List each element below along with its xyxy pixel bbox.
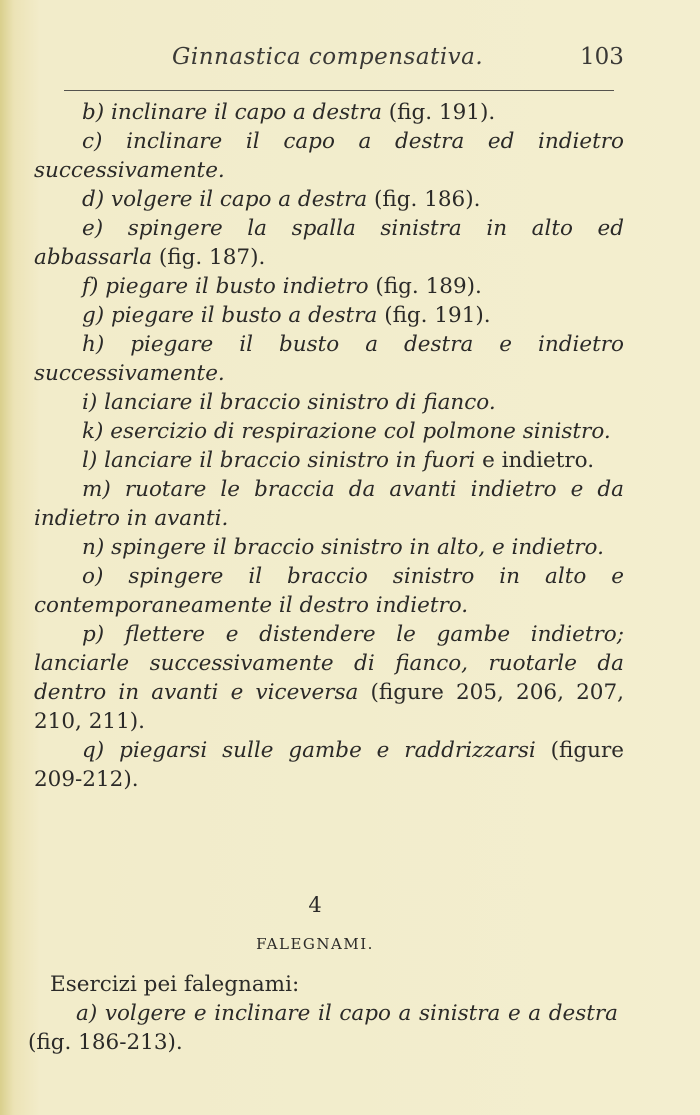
item-label: d): [82, 187, 105, 212]
item-label: a): [76, 1001, 98, 1026]
exercise-item-o: [34, 562, 624, 620]
exercise-item-e: [34, 214, 624, 272]
item-reference: (figure 209-212).: [34, 738, 624, 792]
item-label: g): [82, 303, 105, 328]
item-text: piegare il busto indietro: [105, 274, 369, 299]
item-text: lanciare il braccio sinistro in fuori: [104, 448, 476, 473]
section-number: 4: [308, 893, 322, 917]
item-reference: (fig. 186).: [374, 187, 481, 212]
item-text: spingere il braccio sinistro in alto e contemporaneamente il destro indietro.: [34, 564, 624, 618]
item-label: b): [82, 100, 105, 125]
item-label: p): [82, 622, 105, 647]
page-header: [0, 44, 700, 78]
item-label: o): [82, 564, 104, 589]
item-label: h): [82, 332, 105, 357]
item-label: k): [82, 419, 104, 444]
exercise-item-b: [34, 98, 624, 127]
page-number: 103: [580, 44, 624, 70]
item-text: spingere la spalla sinistra in alto ed abbassarla: [34, 216, 624, 270]
item-text: piegarsi sulle gambe e raddrizzarsi: [119, 738, 536, 763]
section-intro: Esercizi pei falegnami:: [50, 972, 300, 997]
item-reference: (fig. 189).: [375, 274, 482, 299]
header-rule: [64, 90, 614, 91]
exercise-item-n: [34, 533, 624, 562]
item-text: volgere il capo a destra: [111, 187, 368, 212]
exercise-list: [34, 98, 624, 794]
item-reference: e indietro.: [482, 448, 595, 473]
item-label: f): [82, 274, 99, 299]
exercise-item-g: [34, 301, 624, 330]
exercise-item-c: [34, 127, 624, 185]
running-title: Ginnastica compensativa.: [172, 44, 484, 70]
item-text: ruotare le braccia da avanti indietro e da indietro in avanti.: [34, 477, 624, 531]
item-text: flettere e distendere le gambe indietro; lanciarle successivamente di fianco, ruotarle da dentro in avanti e viceversa: [34, 622, 624, 705]
item-reference: (figure 205, 206, 207, 210, 211).: [34, 680, 624, 734]
item-text: volgere e inclinare il capo a sinistra e a destra: [104, 1001, 618, 1026]
item-label: n): [82, 535, 105, 560]
item-text: lanciare il braccio sinistro di fianco.: [104, 390, 496, 415]
item-label: q): [82, 738, 105, 763]
item-label: l): [82, 448, 98, 473]
item-text: piegare il busto a destra: [111, 303, 378, 328]
item-reference: (fig. 191).: [384, 303, 491, 328]
item-text: esercizio di respirazione col polmone sinistro.: [110, 419, 611, 444]
exercise-item-f: [34, 272, 624, 301]
item-label: i): [82, 390, 98, 415]
item-label: m): [82, 477, 111, 502]
item-reference: (fig. 191).: [388, 100, 496, 125]
item-label: c): [82, 129, 103, 154]
exercise-item-q: [34, 736, 624, 794]
exercise-item-i: [34, 388, 624, 417]
item-reference: (fig. 186-213).: [28, 1030, 183, 1055]
exercise-item-m: [34, 475, 624, 533]
falegnami-exercises: [28, 970, 618, 1057]
exercise-item-l: [34, 446, 624, 475]
item-text: spingere il braccio sinistro in alto, e indietro.: [111, 535, 604, 560]
item-reference: (fig. 187).: [158, 245, 266, 270]
section-title: FALEGNAMI.: [256, 935, 374, 953]
exercise-item-k: [34, 417, 624, 446]
item-text: piegare il busto a destra e indietro successivamente.: [34, 332, 624, 386]
item-text: inclinare il capo a destra ed indietro successivamente.: [34, 129, 624, 183]
item-label: e): [82, 216, 104, 241]
exercise-item-p: [34, 620, 624, 736]
exercise-item-h: [34, 330, 624, 388]
exercise-item-a: [28, 999, 618, 1057]
item-text: inclinare il capo a destra: [111, 100, 382, 125]
exercise-item-d: [34, 185, 624, 214]
